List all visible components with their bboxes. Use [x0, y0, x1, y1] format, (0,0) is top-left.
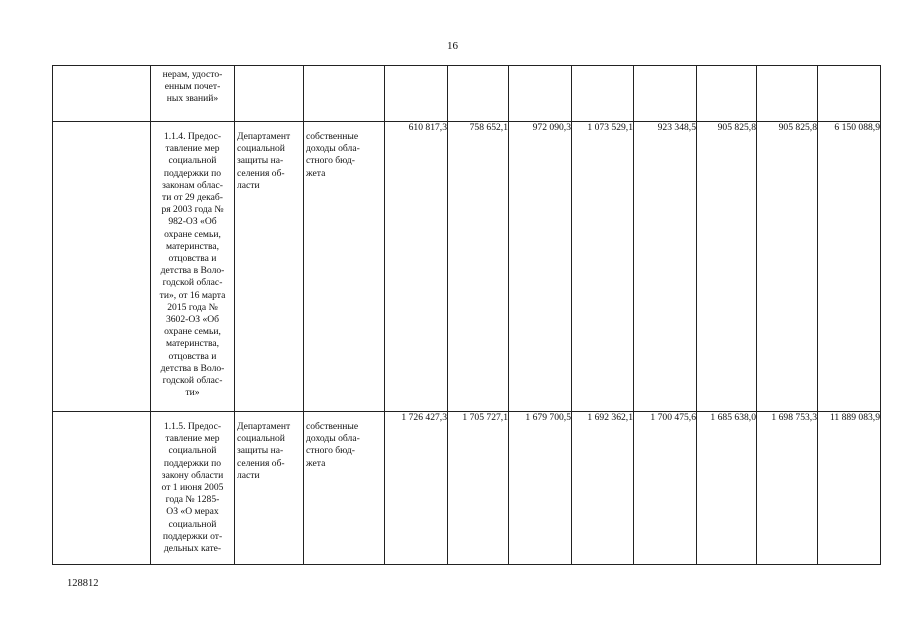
source-cell: собственные доходы обла- стного бюд- жета — [304, 122, 385, 412]
value-cell: 758 652,1 — [448, 122, 509, 412]
empty-cell — [53, 66, 151, 122]
value-cell: 1 679 700,5 — [509, 412, 572, 565]
value-cell — [509, 66, 572, 122]
value-cell: 1 073 529,1 — [572, 122, 634, 412]
table-row — [53, 66, 881, 122]
executor-cell — [235, 66, 304, 122]
total-cell — [818, 66, 881, 122]
value-cell: 905 825,8 — [697, 122, 757, 412]
source-cell — [304, 66, 385, 122]
measure-cell: нерам, удосто- енным почет- ных званий» — [151, 66, 235, 122]
value-cell — [448, 66, 509, 122]
value-cell: 905 825,8 — [757, 122, 818, 412]
source-cell: собственные доходы обла- стного бюд- жета — [304, 412, 385, 565]
table-row — [53, 412, 881, 565]
value-cell — [697, 66, 757, 122]
document-code: 128812 — [67, 578, 99, 589]
budget-table — [52, 65, 881, 565]
table-row — [53, 122, 881, 412]
value-cell: 1 726 427,3 — [385, 412, 448, 565]
measure-cell: 1.1.5. Предос- тавление мер социальной поддержки по закону области от 1 июня 2005 года № 1285- ОЗ «О мерах социальной поддержки от- дельных кате- — [151, 412, 235, 565]
empty-cell — [53, 412, 151, 565]
value-cell: 1 705 727,1 — [448, 412, 509, 565]
value-cell: 1 685 638,0 — [697, 412, 757, 565]
value-cell: 1 692 362,1 — [572, 412, 634, 565]
page-number: 16 — [447, 40, 458, 52]
total-cell: 11 889 083,9 — [818, 412, 881, 565]
executor-cell: Департамент социальной защиты на- селения об- ласти — [235, 122, 304, 412]
value-cell — [757, 66, 818, 122]
total-cell: 6 150 088,9 — [818, 122, 881, 412]
value-cell — [634, 66, 697, 122]
value-cell: 1 698 753,3 — [757, 412, 818, 565]
value-cell: 610 817,3 — [385, 122, 448, 412]
value-cell — [572, 66, 634, 122]
value-cell: 1 700 475,6 — [634, 412, 697, 565]
value-cell: 972 090,3 — [509, 122, 572, 412]
executor-cell: Департамент социальной защиты на- селения об- ласти — [235, 412, 304, 565]
empty-cell — [53, 122, 151, 412]
value-cell — [385, 66, 448, 122]
value-cell: 923 348,5 — [634, 122, 697, 412]
measure-cell: 1.1.4. Предос- тавление мер социальной поддержки по законам облас- ти от 29 декаб- ря 2003 года № 982-ОЗ «Об охране семьи, материнства, отцовства и детства в Воло- годской облас- ти», от 16 марта 2015 года № 3602-ОЗ «Об охране семьи, материнства, отцовства и детства в Воло- годской облас- ти» — [151, 122, 235, 412]
